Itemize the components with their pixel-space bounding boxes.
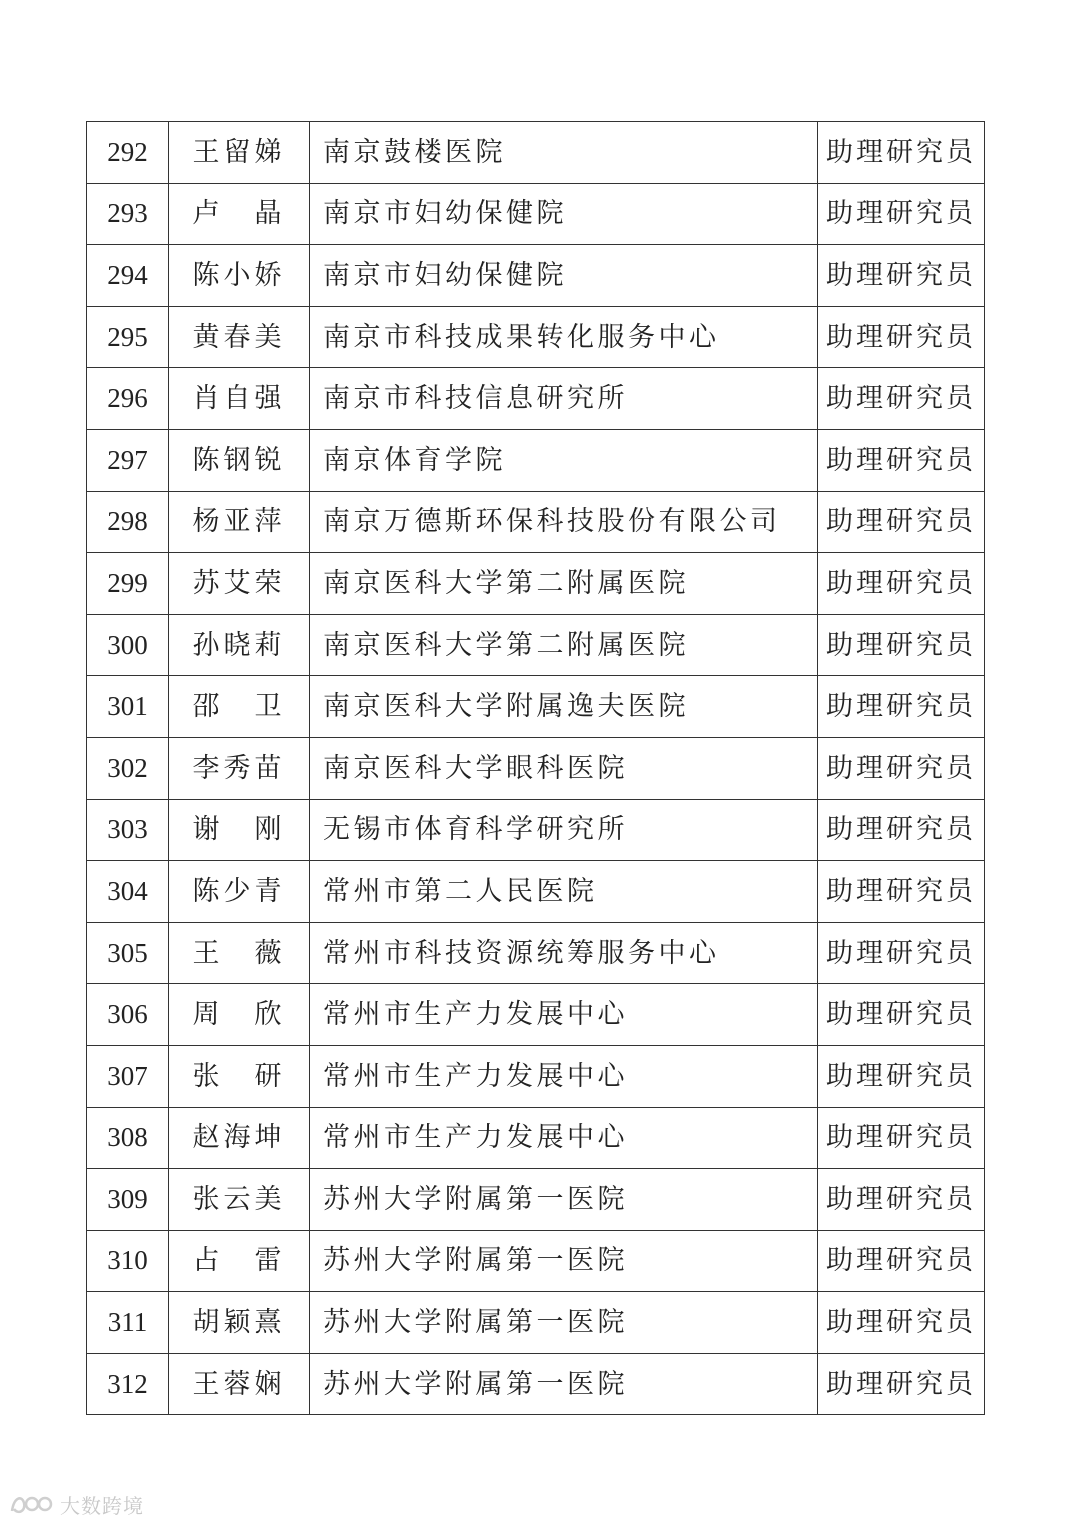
row-number-cell: 298 — [87, 491, 169, 553]
name-cell: 陈小娇 — [169, 245, 310, 307]
watermark-text: 大数跨境 — [60, 1493, 144, 1518]
row-number-cell: 311 — [87, 1292, 169, 1354]
name-cell: 胡颖熹 — [169, 1292, 310, 1354]
row-number-cell: 310 — [87, 1230, 169, 1292]
job-title-cell: 助理研究员 — [818, 553, 985, 615]
name-cell: 张 研 — [169, 1045, 310, 1107]
table-row — [87, 861, 985, 923]
organization-cell: 南京市科技成果转化服务中心 — [310, 306, 818, 368]
organization-cell: 苏州大学附属第一医院 — [310, 1230, 818, 1292]
table-row — [87, 1353, 985, 1415]
name-cell: 肖自强 — [169, 368, 310, 430]
table-row — [87, 1107, 985, 1169]
organization-cell: 常州市生产力发展中心 — [310, 1107, 818, 1169]
table-row — [87, 429, 985, 491]
organization-cell: 苏州大学附属第一医院 — [310, 1292, 818, 1354]
name-cell: 占 雷 — [169, 1230, 310, 1292]
row-number-cell: 302 — [87, 737, 169, 799]
organization-cell: 南京市科技信息研究所 — [310, 368, 818, 430]
table-row — [87, 183, 985, 245]
table-row — [87, 799, 985, 861]
row-number-cell: 306 — [87, 984, 169, 1046]
name-cell: 王 薇 — [169, 922, 310, 984]
organization-cell: 南京医科大学第二附属医院 — [310, 553, 818, 615]
name-cell: 孙晓莉 — [169, 614, 310, 676]
job-title-cell: 助理研究员 — [818, 676, 985, 738]
name-cell: 卢 晶 — [169, 183, 310, 245]
job-title-cell: 助理研究员 — [818, 368, 985, 430]
watermark — [8, 1489, 144, 1519]
table-row — [87, 1169, 985, 1231]
table-row — [87, 122, 985, 184]
name-cell: 黄春美 — [169, 306, 310, 368]
organization-cell: 南京体育学院 — [310, 429, 818, 491]
name-cell: 陈少青 — [169, 861, 310, 923]
row-number-cell: 301 — [87, 676, 169, 738]
job-title-cell: 助理研究员 — [818, 861, 985, 923]
row-number-cell: 312 — [87, 1353, 169, 1415]
organization-cell: 无锡市体育科学研究所 — [310, 799, 818, 861]
table-row — [87, 676, 985, 738]
organization-cell: 南京鼓楼医院 — [310, 122, 818, 184]
organization-cell: 南京医科大学第二附属医院 — [310, 614, 818, 676]
row-number-cell: 307 — [87, 1045, 169, 1107]
row-number-cell: 299 — [87, 553, 169, 615]
organization-cell: 南京万德斯环保科技股份有限公司 — [310, 491, 818, 553]
name-cell: 赵海坤 — [169, 1107, 310, 1169]
table-row — [87, 922, 985, 984]
table-row — [87, 553, 985, 615]
table-row — [87, 368, 985, 430]
row-number-cell: 297 — [87, 429, 169, 491]
organization-cell: 常州市科技资源统筹服务中心 — [310, 922, 818, 984]
name-cell: 陈钢锐 — [169, 429, 310, 491]
organization-cell: 苏州大学附属第一医院 — [310, 1353, 818, 1415]
name-cell: 李秀苗 — [169, 737, 310, 799]
job-title-cell: 助理研究员 — [818, 614, 985, 676]
organization-cell: 南京医科大学眼科医院 — [310, 737, 818, 799]
job-title-cell: 助理研究员 — [818, 1045, 985, 1107]
roster-table-body — [87, 122, 985, 1415]
job-title-cell: 助理研究员 — [818, 183, 985, 245]
row-number-cell: 309 — [87, 1169, 169, 1231]
table-row — [87, 491, 985, 553]
row-number-cell: 293 — [87, 183, 169, 245]
row-number-cell: 292 — [87, 122, 169, 184]
job-title-cell: 助理研究员 — [818, 1353, 985, 1415]
job-title-cell: 助理研究员 — [818, 122, 985, 184]
job-title-cell: 助理研究员 — [818, 737, 985, 799]
roster-table — [86, 121, 985, 1415]
job-title-cell: 助理研究员 — [818, 1230, 985, 1292]
job-title-cell: 助理研究员 — [818, 306, 985, 368]
table-row — [87, 614, 985, 676]
organization-cell: 苏州大学附属第一医院 — [310, 1169, 818, 1231]
job-title-cell: 助理研究员 — [818, 491, 985, 553]
organization-cell: 南京市妇幼保健院 — [310, 245, 818, 307]
name-cell: 王蓉娴 — [169, 1353, 310, 1415]
row-number-cell: 300 — [87, 614, 169, 676]
name-cell: 杨亚萍 — [169, 491, 310, 553]
row-number-cell: 296 — [87, 368, 169, 430]
table-row — [87, 984, 985, 1046]
organization-cell: 南京医科大学附属逸夫医院 — [310, 676, 818, 738]
table-row — [87, 245, 985, 307]
job-title-cell: 助理研究员 — [818, 922, 985, 984]
row-number-cell: 305 — [87, 922, 169, 984]
table-row — [87, 737, 985, 799]
row-number-cell: 308 — [87, 1107, 169, 1169]
name-cell: 邵 卫 — [169, 676, 310, 738]
row-number-cell: 303 — [87, 799, 169, 861]
job-title-cell: 助理研究员 — [818, 1107, 985, 1169]
job-title-cell: 助理研究员 — [818, 1169, 985, 1231]
job-title-cell: 助理研究员 — [818, 799, 985, 861]
row-number-cell: 304 — [87, 861, 169, 923]
job-title-cell: 助理研究员 — [818, 245, 985, 307]
table-row — [87, 1045, 985, 1107]
job-title-cell: 助理研究员 — [818, 984, 985, 1046]
row-number-cell: 295 — [87, 306, 169, 368]
table-row — [87, 306, 985, 368]
organization-cell: 常州市生产力发展中心 — [310, 984, 818, 1046]
name-cell: 谢 刚 — [169, 799, 310, 861]
brand-logo-icon — [8, 1489, 54, 1519]
name-cell: 王留娣 — [169, 122, 310, 184]
job-title-cell: 助理研究员 — [818, 429, 985, 491]
organization-cell: 南京市妇幼保健院 — [310, 183, 818, 245]
name-cell: 苏艾荣 — [169, 553, 310, 615]
row-number-cell: 294 — [87, 245, 169, 307]
organization-cell: 常州市生产力发展中心 — [310, 1045, 818, 1107]
job-title-cell: 助理研究员 — [818, 1292, 985, 1354]
table-row — [87, 1292, 985, 1354]
name-cell: 张云美 — [169, 1169, 310, 1231]
name-cell: 周 欣 — [169, 984, 310, 1046]
table-row — [87, 1230, 985, 1292]
organization-cell: 常州市第二人民医院 — [310, 861, 818, 923]
